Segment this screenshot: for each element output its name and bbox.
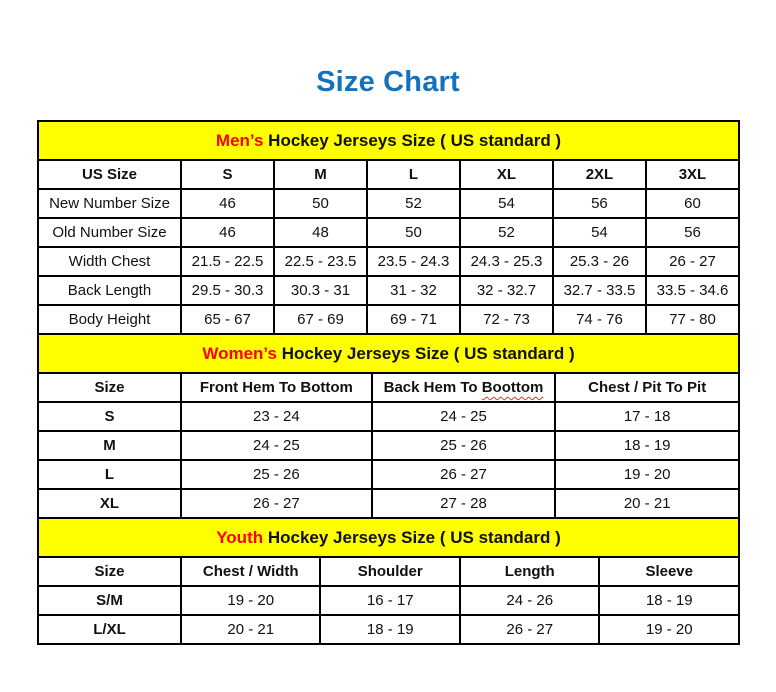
column-header: Sleeve [599, 557, 739, 586]
womens-header-row [38, 373, 739, 402]
cell: 21.5 - 22.5 [181, 247, 274, 276]
cell: 72 - 73 [460, 305, 553, 334]
cell: 65 - 67 [181, 305, 274, 334]
cell: 50 [367, 218, 460, 247]
cell: 26 - 27 [372, 460, 556, 489]
cell: 23 - 24 [181, 402, 372, 431]
row-label: Body Height [38, 305, 181, 334]
table-row [38, 218, 739, 247]
cell: 50 [274, 189, 367, 218]
mens-band-row [38, 121, 739, 160]
cell: 77 - 80 [646, 305, 739, 334]
cell: 54 [553, 218, 646, 247]
cell: 26 - 27 [646, 247, 739, 276]
cell: 46 [181, 218, 274, 247]
row-label: S/M [38, 586, 181, 615]
cell: 67 - 69 [274, 305, 367, 334]
size-chart-tables [37, 120, 740, 645]
cell: 19 - 20 [599, 615, 739, 644]
mens-highlight-word: Men’s [215, 130, 264, 150]
column-header: Chest / Pit To Pit [555, 373, 739, 402]
cell: 27 - 28 [372, 489, 556, 518]
cell: 26 - 27 [181, 489, 372, 518]
youth-section-title [38, 518, 739, 557]
cell: 52 [367, 189, 460, 218]
cell: 24.3 - 25.3 [460, 247, 553, 276]
cell: 29.5 - 30.3 [181, 276, 274, 305]
cell: 25 - 26 [372, 431, 556, 460]
column-header: Shoulder [320, 557, 459, 586]
cell: 56 [646, 218, 739, 247]
row-label: XL [38, 489, 181, 518]
row-label: L/XL [38, 615, 181, 644]
table-row [38, 402, 739, 431]
cell: 19 - 20 [555, 460, 739, 489]
table-row [38, 489, 739, 518]
column-header-misspelled [372, 373, 556, 402]
column-header: XL [460, 160, 553, 189]
cell: 22.5 - 23.5 [274, 247, 367, 276]
cell: 18 - 19 [599, 586, 739, 615]
cell: 24 - 25 [181, 431, 372, 460]
cell: 48 [274, 218, 367, 247]
cell: 18 - 19 [555, 431, 739, 460]
youth-title-rest: Hockey Jerseys Size ( US standard ) [263, 527, 561, 547]
youth-band-row [38, 518, 739, 557]
womens-highlight-word: Women’s [202, 343, 277, 363]
table-row [38, 460, 739, 489]
column-header: Size [38, 373, 181, 402]
column-header: S [181, 160, 274, 189]
womens-size-table [37, 333, 740, 519]
mens-title-rest: Hockey Jerseys Size ( US standard ) [263, 130, 562, 150]
cell: 20 - 21 [181, 615, 320, 644]
cell: 54 [460, 189, 553, 218]
youth-size-table [37, 517, 740, 645]
cell: 23.5 - 24.3 [367, 247, 460, 276]
cell: 25 - 26 [181, 460, 372, 489]
womens-title-rest: Hockey Jerseys Size ( US standard ) [276, 343, 575, 363]
column-header: M [274, 160, 367, 189]
cell: 69 - 71 [367, 305, 460, 334]
row-label: L [38, 460, 181, 489]
table-row [38, 431, 739, 460]
row-label: S [38, 402, 181, 431]
youth-highlight-word: Youth [216, 527, 264, 547]
table-row [38, 615, 739, 644]
row-label: M [38, 431, 181, 460]
column-header: 2XL [553, 160, 646, 189]
cell: 19 - 20 [181, 586, 320, 615]
cell: 30.3 - 31 [274, 276, 367, 305]
cell: 46 [181, 189, 274, 218]
table-row [38, 305, 739, 334]
cell: 52 [460, 218, 553, 247]
column-header: US Size [38, 160, 181, 189]
column-header: Chest / Width [181, 557, 320, 586]
mens-size-table [37, 120, 740, 335]
cell: 18 - 19 [320, 615, 459, 644]
back-hem-prefix: Back Hem To [383, 379, 482, 396]
row-label: Width Chest [38, 247, 181, 276]
womens-band-row [38, 334, 739, 373]
page-title: Size Chart [316, 66, 460, 98]
youth-header-row [38, 557, 739, 586]
cell: 26 - 27 [460, 615, 599, 644]
cell: 24 - 25 [372, 402, 556, 431]
cell: 60 [646, 189, 739, 218]
mens-header-row [38, 160, 739, 189]
womens-section-title [38, 334, 739, 373]
cell: 32.7 - 33.5 [553, 276, 646, 305]
cell: 20 - 21 [555, 489, 739, 518]
column-header: Front Hem To Bottom [181, 373, 372, 402]
cell: 25.3 - 26 [553, 247, 646, 276]
cell: 56 [553, 189, 646, 218]
row-label: Back Length [38, 276, 181, 305]
cell: 24 - 26 [460, 586, 599, 615]
table-row [38, 276, 739, 305]
mens-section-title [38, 121, 739, 160]
cell: 16 - 17 [320, 586, 459, 615]
cell: 31 - 32 [367, 276, 460, 305]
table-row [38, 189, 739, 218]
table-row [38, 247, 739, 276]
row-label: New Number Size [38, 189, 181, 218]
column-header: Length [460, 557, 599, 586]
cell: 74 - 76 [553, 305, 646, 334]
cell: 33.5 - 34.6 [646, 276, 739, 305]
column-header: 3XL [646, 160, 739, 189]
column-header: Size [38, 557, 181, 586]
table-row [38, 586, 739, 615]
back-hem-misspelled-word: Boottom [481, 379, 544, 396]
row-label: Old Number Size [38, 218, 181, 247]
column-header: L [367, 160, 460, 189]
cell: 32 - 32.7 [460, 276, 553, 305]
cell: 17 - 18 [555, 402, 739, 431]
